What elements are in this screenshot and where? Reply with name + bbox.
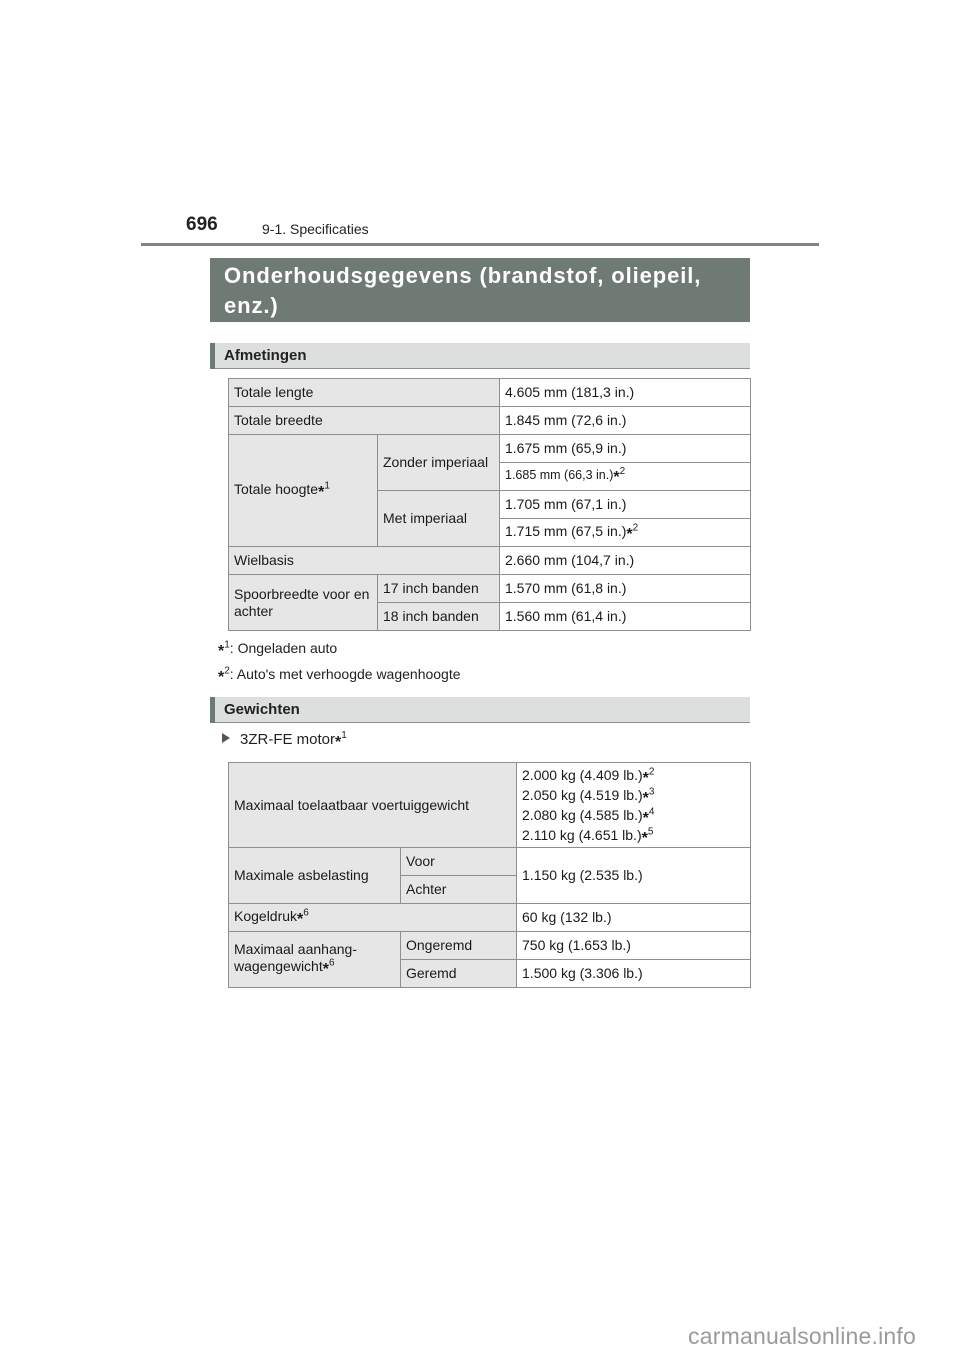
- footnote-ref: 6: [328, 957, 335, 969]
- row-label-spoorbreedte: Spoorbreedte voor en achter: [229, 575, 378, 631]
- value-met-imperiaal-1: 1.705 mm (67,1 in.): [500, 491, 751, 519]
- weight-line: [522, 827, 745, 847]
- footnote-asterisk: *: [641, 830, 648, 847]
- footnote-ref: 2: [619, 465, 626, 477]
- footnote-2: [218, 666, 461, 687]
- value-max-asbelasting: 1.150 kg (2.535 lb.): [517, 848, 751, 904]
- triangle-bullet-icon: [222, 733, 230, 743]
- footnote-1: [218, 640, 337, 661]
- aanhanggewicht-line-2: [234, 958, 395, 978]
- footnote-ref: 1: [324, 479, 330, 491]
- section-reference: 9-1. Specificaties: [262, 221, 369, 237]
- sub-label-18-inch: 18 inch banden: [378, 603, 500, 631]
- kogeldruk-text: Kogeldruk: [234, 907, 298, 924]
- sub-label-zonder-imperiaal: Zonder imperiaal: [378, 435, 500, 491]
- footnote-asterisk: *: [626, 525, 633, 543]
- weight-text: 2.000 kg (4.409 lb.): [522, 767, 643, 783]
- value-18-inch: 1.560 mm (61,4 in.): [500, 603, 751, 631]
- afmetingen-heading-label: Afmetingen: [224, 347, 307, 364]
- footnote-mark: 2: [224, 665, 230, 677]
- table-row: [229, 848, 751, 876]
- footnote-asterisk: *: [335, 734, 342, 751]
- footnote-ref: 1: [341, 730, 347, 741]
- value-ongeremd: 750 kg (1.653 lb.): [517, 932, 751, 960]
- footnote-ref: 3: [648, 786, 655, 798]
- footnote-asterisk: *: [613, 469, 620, 486]
- aanhanggewicht-text: wagengewicht: [234, 958, 323, 974]
- table-row: [229, 435, 751, 463]
- row-label-max-asbelasting: Maximale asbelasting: [229, 848, 401, 904]
- footnote-asterisk: *: [297, 910, 304, 928]
- value-kogeldruk: 60 kg (132 lb.): [517, 904, 751, 932]
- value-text: 1.685 mm (66,3 in.): [505, 468, 614, 482]
- row-label-totale-breedte: Totale breedte: [229, 407, 500, 435]
- footnote-ref: 5: [647, 826, 654, 838]
- header-divider: [141, 243, 819, 246]
- footnote-mark: 1: [224, 639, 230, 651]
- table-row: [229, 932, 751, 960]
- footnote-asterisk: *: [218, 669, 225, 686]
- aanhanggewicht-line-1: Maximaal aanhang-: [234, 941, 357, 957]
- engine-label: 3ZR-FE motor: [240, 731, 336, 748]
- footnote-asterisk: *: [642, 790, 649, 807]
- gewichten-heading: [210, 697, 750, 723]
- site-watermark[interactable]: carmanualsonline.info: [688, 1323, 916, 1349]
- heading-accent-bar: [210, 697, 215, 723]
- table-row: [229, 575, 751, 603]
- footnote-ref: 2: [632, 521, 639, 533]
- weight-text: 2.110 kg (4.651 lb.): [522, 827, 642, 843]
- engine-bullet: [222, 731, 347, 752]
- weight-line: [522, 767, 745, 787]
- table-row: [229, 547, 751, 575]
- sub-label-met-imperiaal: Met imperiaal: [378, 491, 500, 547]
- value-text: 1.715 mm (67,5 in.): [505, 522, 627, 539]
- table-row: [229, 763, 751, 848]
- weight-line: [522, 787, 745, 807]
- row-label-max-voertuiggewicht: Maximaal toelaatbaar voertuiggewicht: [229, 763, 517, 848]
- table-row: [229, 904, 751, 932]
- afmetingen-heading: [210, 343, 750, 369]
- weight-text: 2.080 kg (4.585 lb.): [522, 807, 643, 823]
- row-label-aanhanggewicht: [229, 932, 401, 988]
- sub-label-ongeremd: Ongeremd: [401, 932, 517, 960]
- sub-label-17-inch: 17 inch banden: [378, 575, 500, 603]
- sub-label-achter: Achter: [401, 876, 517, 904]
- value-zonder-imperiaal-1: 1.675 mm (65,9 in.): [500, 435, 751, 463]
- footnote-asterisk: *: [322, 961, 329, 978]
- footnote-asterisk: *: [642, 770, 649, 787]
- row-label-kogeldruk: [229, 904, 517, 932]
- gewichten-heading-label: Gewichten: [224, 701, 300, 718]
- footnote-text: : Ongeladen auto: [229, 640, 338, 656]
- value-geremd: 1.500 kg (3.306 lb.): [517, 960, 751, 988]
- value-max-voertuiggewicht: [517, 763, 751, 848]
- row-label-wielbasis: Wielbasis: [229, 547, 500, 575]
- weight-text: 2.050 kg (4.519 lb.): [522, 787, 643, 803]
- sub-label-geremd: Geremd: [401, 960, 517, 988]
- table-row: [229, 379, 751, 407]
- value-totale-breedte: 1.845 mm (72,6 in.): [500, 407, 751, 435]
- value-zonder-imperiaal-2: [500, 463, 751, 491]
- sub-label-voor: Voor: [401, 848, 517, 876]
- row-label-totale-lengte: Totale lengte: [229, 379, 500, 407]
- value-wielbasis: 2.660 mm (104,7 in.): [500, 547, 751, 575]
- footnote-text: : Auto's met verhoogde wagenhoogte: [229, 666, 461, 682]
- page-number: 696: [186, 214, 218, 235]
- gewichten-table: [228, 762, 751, 988]
- table-row: [229, 407, 751, 435]
- value-17-inch: 1.570 mm (61,8 in.): [500, 575, 751, 603]
- footnote-ref: 6: [303, 906, 309, 918]
- footnote-asterisk: *: [318, 483, 325, 501]
- value-met-imperiaal-2: [500, 519, 751, 547]
- weight-line: [522, 807, 745, 827]
- totale-hoogte-text: Totale hoogte: [234, 480, 319, 497]
- row-label-totale-hoogte: [229, 435, 378, 547]
- heading-accent-bar: [210, 343, 215, 369]
- value-totale-lengte: 4.605 mm (181,3 in.): [500, 379, 751, 407]
- main-section-title: Onderhoudsgegevens (brandstof, oliepeil, enz.): [210, 258, 750, 322]
- footnote-asterisk: *: [218, 643, 225, 660]
- footnote-ref: 2: [648, 766, 655, 778]
- footnote-ref: 4: [648, 806, 655, 818]
- footnote-asterisk: *: [642, 810, 649, 827]
- afmetingen-table: [228, 378, 751, 631]
